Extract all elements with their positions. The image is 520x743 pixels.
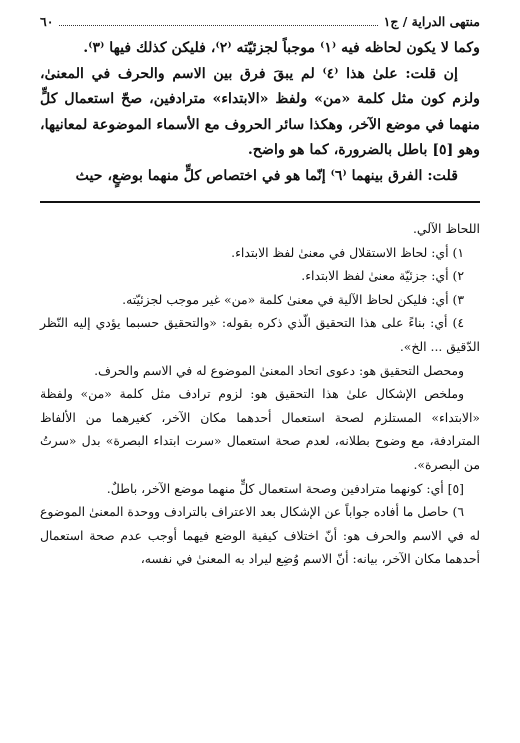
page-number: ٦٠ (40, 14, 54, 29)
running-header (40, 14, 480, 36)
footnote: [٥] أي: كونهما مترادفين وصحة استعمال كلٍّ منهما موضع الآخر، باطلٌ. (106, 480, 464, 496)
footnote: ٢) أي: جزئيّة معنىٰ لفظ الابتداء. (301, 268, 464, 284)
main-text (40, 36, 480, 189)
footnote: ٦) حاصل ما أفاده جواباً عن الإشكال بعد الاعتراف بالترادف ووحدة المعنىٰ الموضوع له في الاسم والحرف هو: أنّ اختلاف كيفية الوضع فيهما أوجب عدم صحة استعمال أحدهما مكان الآخر، بيانه: أنّ الاسم وُضِع ليراد به المعنىٰ في نفسه، (40, 504, 480, 567)
footnotes (40, 217, 480, 571)
footnote: وملخص الإشكال علىٰ هذا التحقيق هو: لزوم ترادف مثل كلمة «من» ولفظة «الابتداء» المستلزم لصحة استعمال أحدهما مكان الآخر، كغيرهما من الألفاظ المترادفة، مع وضوح بطلانه، لعدم صحة استعمال «سرت ابتداء البصرة» بدل «سرتُ من البصرة». (40, 386, 480, 472)
footnote: ١) أي: لحاظ الاستقلال في معنىٰ لفظ الابتداء. (231, 244, 464, 260)
footnote-separator (40, 201, 480, 203)
footnote: ٤) أي: بناءً على هذا التحقيق الّذي ذكره بقوله: «والتحقيق حسبما يؤدي إليه النّظر الدّقيق ... الخ». (40, 315, 480, 354)
main-paragraph: قلت: الفرق بينهما ⁽٦⁾ إنّما هو في اختصاص كلٍّ منهما بوضعٍ، حيث (75, 167, 458, 184)
header-leader-dots (59, 25, 377, 26)
main-paragraph: إن قلت: علىٰ هذا ⁽٤⁾ لم يبقَ فرق بين الاسم والحرف في المعنىٰ، ولزم كون مثل كلمة «من» ولفظ «الابتداء» مترادفين، صحّ استعمال كلٍّ منهما في موضع الآخر، وهكذا سائر الحروف مع الأسماء الموضوعة لمعانيها، وهو [٥] باطل بالضرورة، كما هو واضح. (40, 65, 480, 158)
footnote: ٣) أي: فليكن لحاظ الآلية في معنىٰ كلمة «من» غير موجب لجزئيّته. (122, 291, 464, 307)
main-paragraph: وكما لا يكون لحاظه فيه ⁽١⁾ موجباً لجزئيّته ⁽٢⁾، فليكن كذلك فيها ⁽٣⁾. (83, 40, 480, 56)
footnote: اللحاظ الآلي. (412, 221, 480, 236)
book-title: منتهى الدراية / ج١ (383, 14, 480, 29)
footnote: ومحصل التحقيق هو: دعوى اتحاد المعنىٰ الموضوع له في الاسم والحرف. (94, 362, 464, 378)
